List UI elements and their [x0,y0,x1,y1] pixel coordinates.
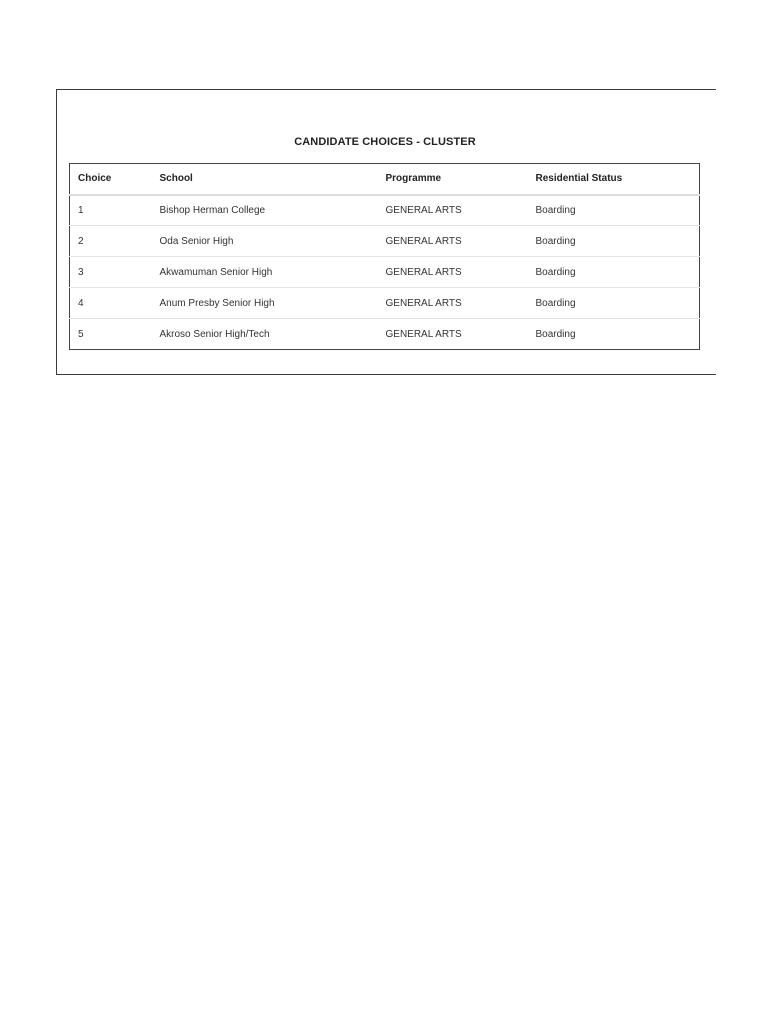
cell-programme: GENERAL ARTS [378,288,528,319]
cell-residential-status: Boarding [528,319,700,350]
table-row [70,195,700,226]
cell-choice: 4 [70,288,152,319]
table-row [70,319,700,350]
cell-programme: GENERAL ARTS [378,195,528,226]
cell-programme: GENERAL ARTS [378,257,528,288]
cell-choice: 5 [70,319,152,350]
cell-school: Anum Presby Senior High [152,288,378,319]
card-title: CANDIDATE CHOICES - CLUSTER [294,136,476,148]
table-row [70,288,700,319]
column-header-school: School [152,164,378,195]
column-header-choice: Choice [70,164,152,195]
column-header-programme: Programme [378,164,528,195]
cell-choice: 3 [70,257,152,288]
table-body [70,195,700,350]
cell-residential-status: Boarding [528,195,700,226]
cell-choice: 1 [70,195,152,226]
cell-residential-status: Boarding [528,226,700,257]
table-header-row [70,164,700,195]
cell-school: Akwamuman Senior High [152,257,378,288]
column-header-residential-status: Residential Status [528,164,700,195]
table-header [70,164,700,195]
cell-programme: GENERAL ARTS [378,226,528,257]
table-row [70,226,700,257]
cell-choice: 2 [70,226,152,257]
cell-school: Oda Senior High [152,226,378,257]
cell-residential-status: Boarding [528,288,700,319]
cell-programme: GENERAL ARTS [378,319,528,350]
cell-school: Akroso Senior High/Tech [152,319,378,350]
cell-school: Bishop Herman College [152,195,378,226]
candidate-choices-card [56,89,716,375]
choices-table [69,163,700,350]
cell-residential-status: Boarding [528,257,700,288]
table-row [70,257,700,288]
